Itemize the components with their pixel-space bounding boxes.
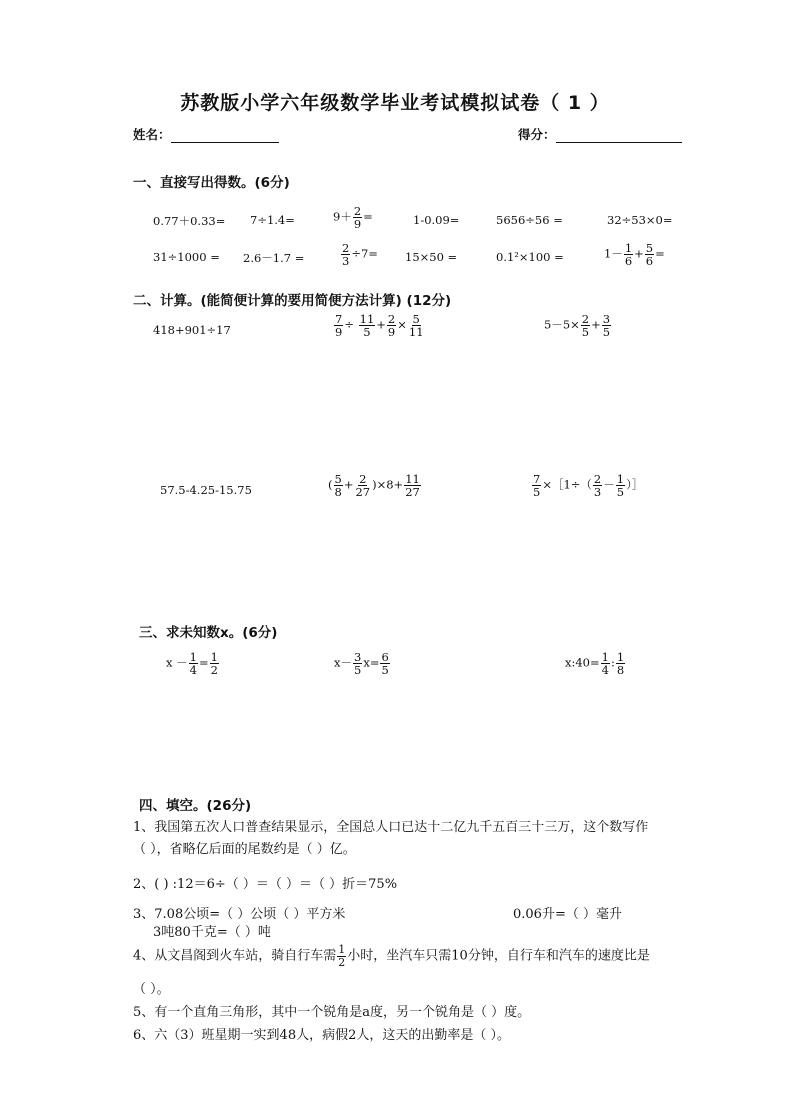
q3-part3: 3吨80千克=（ ）吨 bbox=[153, 925, 271, 940]
s3-problem-b: x－ $\frac{3}{5}$ x= $\frac{6}{5}$ bbox=[334, 650, 389, 678]
s3-problem-a: x － $\frac{1}{4}$ = $\frac{1}{2}$ bbox=[166, 650, 218, 678]
q2: 2、( ) :12＝6÷（ ）＝（ ）＝（ ）折＝75% bbox=[133, 877, 398, 892]
s1-r2-c: $\frac{2}{3}$ ÷7= bbox=[342, 241, 378, 269]
page-title: 苏教版小学六年级数学毕业考试模拟试卷（ 1 ） bbox=[180, 92, 610, 114]
s1-r1-a: 0.77＋0.33= bbox=[153, 214, 226, 228]
q4-line2: （ ）。 bbox=[133, 982, 170, 997]
section3-heading: 三、求未知数x。(6分) bbox=[139, 625, 278, 641]
q4-line1: 4、从文昌阁到火车站，骑自行车需 $\frac{1}{2}$ 小时，坐汽车只需10分钟，自行车和汽车的速度比是 bbox=[133, 943, 650, 969]
section2-heading: 二、计算。(能简便计算的要用简便方法计算) (12分) bbox=[133, 293, 452, 309]
q5: 5、有一个直角三角形，其中一个锐角是a度，另一个锐角是（ ）度。 bbox=[133, 1005, 531, 1020]
score-field[interactable] bbox=[556, 128, 682, 143]
s2-problem-c: 5－5× $\frac{2}{5}$ + $\frac{3}{5}$ bbox=[544, 312, 611, 340]
s1-r2-b: 2.6－1.7 = bbox=[243, 251, 305, 265]
s2-problem-f: $\frac{7}{5}$ ×［1÷（ $\frac{2}{3}$ － $\frac{1}{5}$ ）］ bbox=[533, 472, 644, 500]
s3-problem-c: x:40= $\frac{1}{4}$ : $\frac{1}{8}$ bbox=[565, 650, 625, 678]
s2-problem-a: 418+901÷17 bbox=[153, 323, 231, 337]
q3-part2: 0.06升=（ ）毫升 bbox=[513, 907, 622, 922]
s2-problem-b: $\frac{7}{9}$ ÷ $\frac{11}{5}$ + $\frac{2}{9}$ × $\frac{5}{11}$ bbox=[335, 312, 424, 340]
s1-r1-e: 5656÷56 = bbox=[496, 213, 563, 227]
q1-line2: （ ），省略亿后面的尾数约是（ ）亿。 bbox=[133, 842, 356, 857]
s1-r2-f: 1－ $\frac{1}{6}$ + $\frac{5}{6}$ = bbox=[604, 241, 665, 269]
score-label: 得分： bbox=[518, 127, 556, 142]
s1-r2-e: 0.1²×100 = bbox=[496, 250, 564, 264]
s2-problem-d: 57.5-4.25-15.75 bbox=[160, 483, 252, 497]
q6: 6、六（3）班星期一实到48人，病假2人，这天的出勤率是（ ）。 bbox=[133, 1028, 510, 1043]
name-field[interactable] bbox=[171, 128, 279, 143]
score-row bbox=[518, 124, 682, 143]
name-row bbox=[133, 124, 279, 143]
section1-heading: 一、直接写出得数。(6分) bbox=[133, 175, 290, 191]
s1-r1-f: 32÷53×0= bbox=[607, 213, 673, 227]
s1-r2-d: 15×50 = bbox=[405, 250, 458, 264]
q1-line1: 1、我国第五次人口普查结果显示，全国总人口已达十二亿九千五百三十三万，这个数写作 bbox=[133, 820, 649, 835]
s2-problem-e: ( $\frac{5}{8}$ + $\frac{2}{27}$ )×8+ $\frac{11}{27}$ bbox=[328, 472, 420, 500]
s1-r1-d: 1-0.09= bbox=[413, 213, 460, 227]
s1-r1-b: 7÷1.4= bbox=[250, 213, 295, 227]
section4-heading: 四、填空。(26分) bbox=[139, 798, 252, 814]
name-label: 姓名： bbox=[133, 127, 171, 142]
q3-part1: 3、7.08公顷=（ ）公顷（ ）平方米 bbox=[133, 907, 346, 922]
s1-r1-c: 9＋ $\frac{2}{9}$ = bbox=[333, 204, 373, 232]
s1-r2-a: 31÷1000 = bbox=[153, 250, 220, 264]
